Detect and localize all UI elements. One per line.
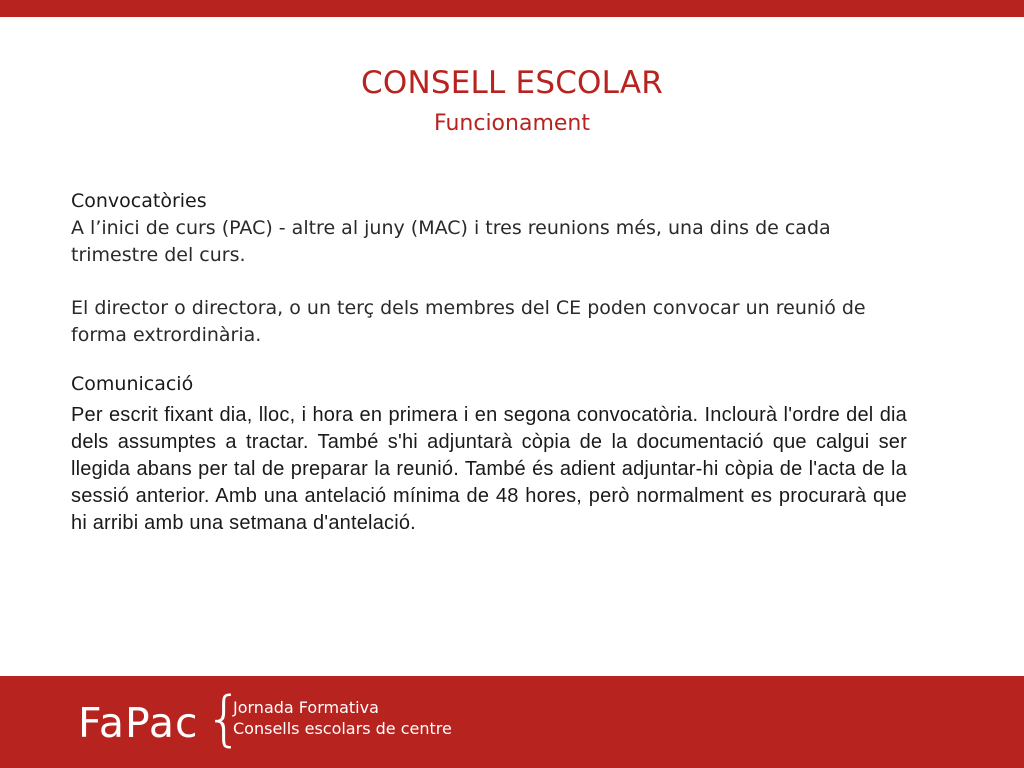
brace-glyph: { bbox=[205, 684, 244, 754]
convocatories-paragraph-2: El director o directora, o un terç dels membres del CE poden convocar un reunió de forma extrordinària. bbox=[71, 297, 866, 346]
footer-event-title: Jornada Formativa bbox=[233, 698, 379, 717]
top-accent-bar bbox=[0, 0, 1024, 17]
section-heading-convocatories: Convocatòries bbox=[71, 190, 207, 212]
comunicacio-paragraph: Per escrit fixant dia, lloc, i hora en primera i en segona convocatòria. Inclourà l'ordre del dia dels assumptes a tractar. També s'hi adjuntarà còpia de la documentació que calgui ser llegida abans per tal de preparar la reunió. També és adient adjuntar-hi còpia de l'acta de la sessió anterior. Amb una antelació mínima de 48 hores, però normalment es procurarà que hi arribi amb una setmana d'antelació. bbox=[71, 404, 907, 534]
spacer bbox=[71, 269, 907, 295]
slide-subtitle: Funcionament bbox=[434, 111, 590, 136]
fapac-logo: FaPac bbox=[78, 699, 199, 747]
convocatories-paragraph-1: A l’inici de curs (PAC) - altre al juny (MAC) i tres reunions més, una dins de cada trimestre del curs. bbox=[71, 217, 831, 266]
section-heading-comunicacio: Comunicació bbox=[71, 373, 194, 395]
slide-content bbox=[71, 188, 907, 537]
spacer bbox=[71, 349, 907, 371]
slide-title: CONSELL ESCOLAR bbox=[361, 65, 663, 101]
footer-event-subtitle: Consells escolars de centre bbox=[233, 719, 452, 738]
